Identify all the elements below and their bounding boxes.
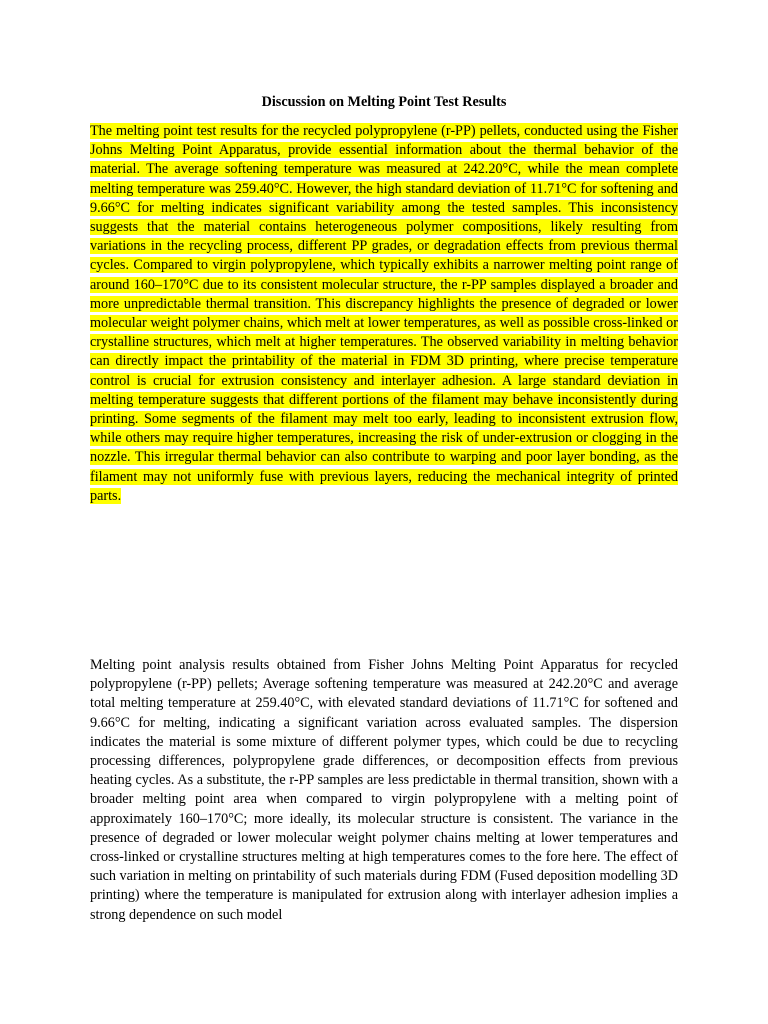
highlighted-paragraph bbox=[90, 122, 678, 506]
body-paragraph: Melting point analysis results obtained from Fisher Johns Melting Point Apparatus for recycled polypropylene (r-PP) pellets; Average softening temperature was measured at 242.20°C and average total melting temperature at 259.40°C, with elevated standard deviations of 11.71°C for softened and 9.66°C for melting, indicating a significant variation across evaluated samples. The dispersion indicates the material is some mixture of different polymer types, which could be due to recycling processing differences, polypropylene grade differences, or decomposition effects from previous heating cycles. As a substitute, the r-PP samples are less predictable in thermal transition, shown with a broader melting point area when compared to virgin polypropylene with a melting point of approximately 160–170°C; more ideally, its molecular structure is consistent. The variance in the presence of degraded or lower molecular weight polymer chains melting at lower temperatures and cross-linked or crystalline structures melting at high temperatures comes to the fore here. The effect of such variation in melting on printability of such materials during FDM (Fused deposition modelling 3D printing) where the temperature is manipulated for extrusion along with interlayer adhesion implies a strong dependence on such model bbox=[90, 657, 678, 923]
highlighted-text: The melting point test results for the recycled polypropylene (r-PP) pellets, conducted using the Fisher Johns Melting Point Apparatus, provide essential information about the thermal behavior of the material. The average softening temperature was measured at 242.20°C, while the mean complete melting temperature was 259.40°C. However, the high standard deviation of 11.71°C for softening and 9.66°C for melting indicates significant variability among the tested samples. This inconsistency suggests that the material contains heterogeneous polymer compositions, likely resulting from variations in the recycling process, different PP grades, or degradation effects from previous thermal cycles. Compared to virgin polypropylene, which typically exhibits a narrower melting point range of around 160–170°C due to its consistent molecular structure, the r-PP samples displayed a broader and more unpredictable thermal transition. This discrepancy highlights the presence of degraded or lower molecular weight polymer chains, which melt at lower temperatures, as well as possible cross-linked or crystalline structures, which melt at higher temperatures. The observed variability in melting behavior can directly impact the printability of the material in FDM 3D printing, where precise temperature control is crucial for extrusion consistency and interlayer adhesion. A large standard deviation in melting temperature suggests that different portions of the filament may behave inconsistently during printing. Some segments of the filament may melt too early, leading to inconsistent extrusion flow, while others may require higher temperatures, increasing the risk of under-extrusion or clogging in the nozzle. This irregular thermal behavior can also contribute to warping and poor layer bonding, as the filament may not uniformly fuse with previous layers, reducing the mechanical integrity of printed parts. bbox=[90, 123, 678, 504]
document-page bbox=[90, 0, 678, 1024]
section-heading: Discussion on Melting Point Test Results bbox=[261, 94, 507, 110]
